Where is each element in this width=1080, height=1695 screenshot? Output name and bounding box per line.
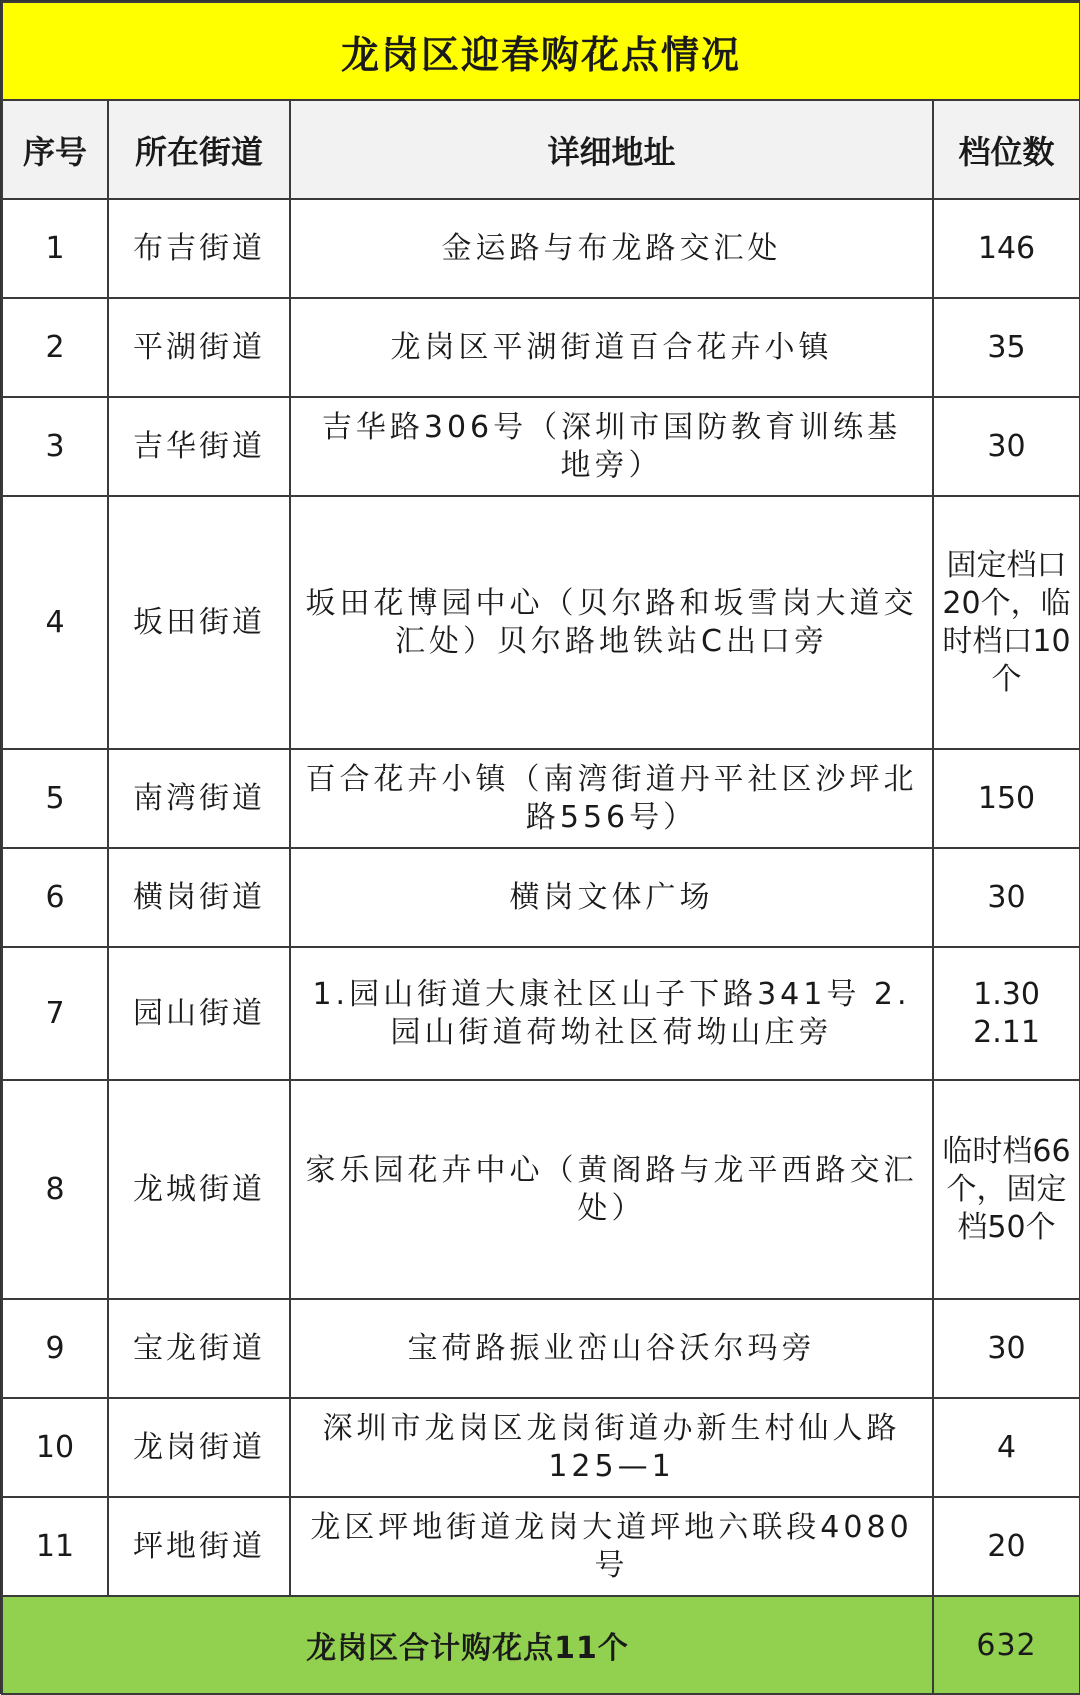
row-street: 南湾街道 xyxy=(108,749,290,848)
row-address: 宝荷路振业峦山谷沃尔玛旁 xyxy=(290,1299,933,1398)
row-address: 金运路与布龙路交汇处 xyxy=(290,199,933,298)
row-address: 横岗文体广场 xyxy=(290,848,933,947)
table-row xyxy=(2,397,1080,496)
table-row xyxy=(2,1080,1080,1299)
row-stalls: 4 xyxy=(933,1398,1080,1497)
row-address: 百合花卉小镇（南湾街道丹平社区沙坪北路556号） xyxy=(290,749,933,848)
row-street: 龙城街道 xyxy=(108,1080,290,1299)
table-row xyxy=(2,199,1080,298)
table-row xyxy=(2,947,1080,1080)
row-index: 8 xyxy=(2,1080,108,1299)
row-stalls: 固定档口20个，临时档口10个 xyxy=(933,496,1080,749)
row-address: 1.园山街道大康社区山子下路341号 2.园山街道荷坳社区荷坳山庄旁 xyxy=(290,947,933,1080)
row-street: 坂田街道 xyxy=(108,496,290,749)
row-stalls: 35 xyxy=(933,298,1080,397)
row-index: 2 xyxy=(2,298,108,397)
table-row xyxy=(2,1398,1080,1497)
total-label: 龙岗区合计购花点11个 xyxy=(2,1596,933,1694)
row-street: 园山街道 xyxy=(108,947,290,1080)
row-address: 吉华路306号（深圳市国防教育训练基地旁） xyxy=(290,397,933,496)
row-stalls: 临时档66个，固定档50个 xyxy=(933,1080,1080,1299)
row-street: 横岗街道 xyxy=(108,848,290,947)
header-stalls: 档位数 xyxy=(933,100,1080,199)
row-address: 坂田花博园中心（贝尔路和坂雪岗大道交汇处）贝尔路地铁站C出口旁 xyxy=(290,496,933,749)
row-index: 3 xyxy=(2,397,108,496)
row-index: 4 xyxy=(2,496,108,749)
row-address: 深圳市龙岗区龙岗街道办新生村仙人路125—1 xyxy=(290,1398,933,1497)
row-address: 家乐园花卉中心（黄阁路与龙平西路交汇处） xyxy=(290,1080,933,1299)
row-street: 布吉街道 xyxy=(108,199,290,298)
total-row xyxy=(2,1596,1080,1694)
row-address: 龙区坪地街道龙岗大道坪地六联段4080号 xyxy=(290,1497,933,1596)
row-stalls: 30 xyxy=(933,1299,1080,1398)
row-street: 平湖街道 xyxy=(108,298,290,397)
header-row xyxy=(2,100,1080,199)
row-index: 11 xyxy=(2,1497,108,1596)
header-index: 序号 xyxy=(2,100,108,199)
table-title: 龙岗区迎春购花点情况 xyxy=(2,2,1080,100)
row-index: 6 xyxy=(2,848,108,947)
row-street: 龙岗街道 xyxy=(108,1398,290,1497)
row-stalls: 20 xyxy=(933,1497,1080,1596)
row-street: 吉华街道 xyxy=(108,397,290,496)
total-value: 632 xyxy=(933,1596,1080,1694)
table-row xyxy=(2,298,1080,397)
table-row xyxy=(2,1299,1080,1398)
row-index: 10 xyxy=(2,1398,108,1497)
row-stalls: 146 xyxy=(933,199,1080,298)
row-stalls: 30 xyxy=(933,848,1080,947)
row-stalls: 30 xyxy=(933,397,1080,496)
row-street: 坪地街道 xyxy=(108,1497,290,1596)
row-index: 1 xyxy=(2,199,108,298)
title-row xyxy=(2,2,1080,100)
header-address: 详细地址 xyxy=(290,100,933,199)
row-stalls: 150 xyxy=(933,749,1080,848)
table-row xyxy=(2,848,1080,947)
row-index: 5 xyxy=(2,749,108,848)
table-row xyxy=(2,749,1080,848)
table-row xyxy=(2,496,1080,749)
header-street: 所在街道 xyxy=(108,100,290,199)
row-index: 7 xyxy=(2,947,108,1080)
table-row xyxy=(2,1497,1080,1596)
row-stalls: 1.30 2.11 xyxy=(933,947,1080,1080)
flower-market-table xyxy=(1,1,1080,1695)
row-street: 宝龙街道 xyxy=(108,1299,290,1398)
row-address: 龙岗区平湖街道百合花卉小镇 xyxy=(290,298,933,397)
row-index: 9 xyxy=(2,1299,108,1398)
